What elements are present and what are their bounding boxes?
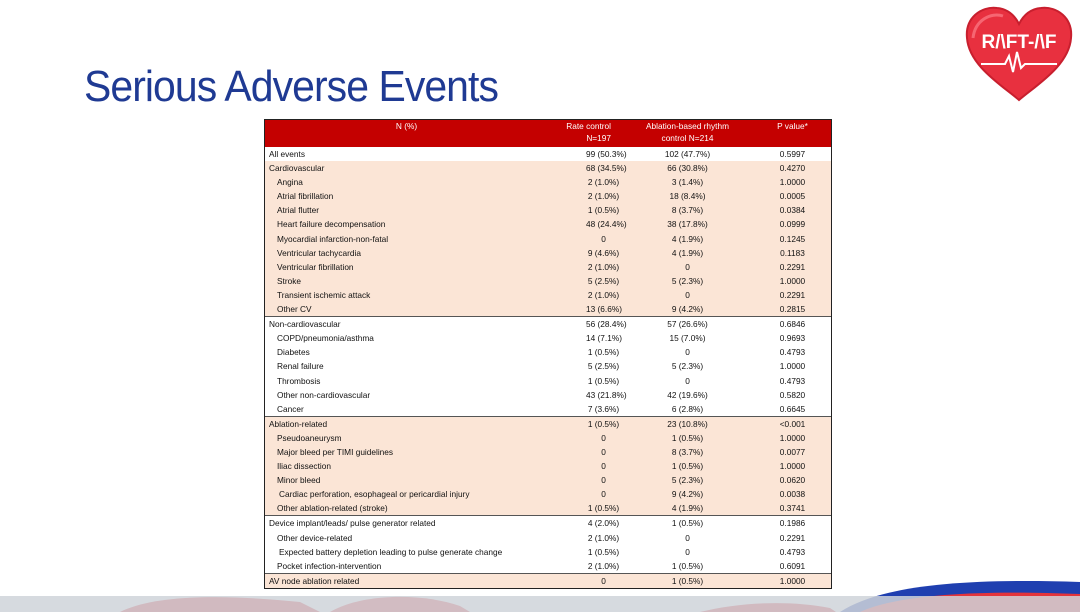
event-label: Angina [265,175,548,189]
rate-control-value: 5 (2.5%) [587,361,620,372]
table-body [265,147,831,588]
ablation-value: 1 (0.5%) [671,560,704,571]
ablation-value: 0 [685,347,690,358]
p-value: 0.2815 [754,302,831,317]
rate-control-value: 5 (2.5%) [548,274,621,288]
event-label: Device implant/leads/ pulse generator related [265,516,548,531]
event-label: Iliac dissection [265,459,548,473]
rate-control-value: 4 (2.0%) [548,516,621,531]
rate-control-value: 1 (0.5%) [548,203,621,217]
event-label: Cardiovascular [265,161,548,175]
table-row [265,260,831,274]
p-value: 0.0038 [754,487,831,501]
rate-control-value: 48 (24.4%) [548,217,621,231]
table-row [265,175,831,189]
ablation-value: 4 (1.9%) [621,501,754,516]
p-value: 0.5820 [779,389,806,400]
p-value: 0.2291 [754,260,831,274]
table-row [265,317,831,332]
event-label: Ablation-related [265,416,548,431]
rate-control-value: 9 (4.6%) [548,246,621,260]
adverse-events-table [264,119,832,589]
ablation-value: 5 (2.3%) [671,361,704,372]
event-label: Cardiac perforation, esophageal or pericardial injury [265,487,548,501]
table-row [265,232,831,246]
rate-control-value: 1 (0.5%) [548,416,621,431]
rate-control-value: 43 (21.8%) [586,389,627,400]
ablation-value: 9 (4.2%) [621,487,754,501]
p-value: 1.0000 [754,175,831,189]
table-row [265,147,831,161]
table-row [265,545,831,559]
p-value: 0.0005 [754,189,831,203]
ablation-value: 15 (7.0%) [669,333,706,344]
event-label: AV node ablation related [265,573,548,588]
event-label: Ventricular tachycardia [265,246,548,260]
rate-control-value: 99 (50.3%) [586,149,627,159]
rate-control-value: 14 (7.1%) [586,333,622,344]
event-label: Renal failure [277,361,324,372]
rate-control-value: 1 (0.5%) [587,546,620,557]
ablation-value: 0 [685,546,690,557]
ablation-value: 66 (30.8%) [621,161,754,175]
p-value: 0.4270 [754,161,831,175]
ablation-value: 23 (10.8%) [621,416,754,431]
ablation-value: 5 (2.3%) [621,274,754,288]
rate-control-value: 2 (1.0%) [587,560,620,571]
event-label: Pocket infection-intervention [277,560,382,571]
header-ablation-rhythm-control: Ablation-based rhythm control N=214 [621,120,754,147]
table-row [265,302,831,317]
event-label: Diabetes [277,347,310,358]
event-label: Other device-related [277,532,353,543]
event-label: Cancer [277,403,304,414]
event-label: Pseudoaneurysm [265,431,548,445]
table-row [265,531,831,545]
rate-control-value: 0 [548,232,621,246]
table-row [265,274,831,288]
p-value: 1.0000 [779,361,806,372]
rate-control-value: 1 (0.5%) [548,501,621,516]
rate-control-value: 0 [548,445,621,459]
p-value: 0.1183 [754,246,831,260]
table-row [265,374,831,388]
p-value: 0.0999 [754,217,831,231]
header-n-percent: N (%) [265,120,548,147]
event-label: Transient ischemic attack [265,288,548,302]
ablation-value: 18 (8.4%) [621,189,754,203]
table-row [265,388,831,402]
ablation-value: 8 (3.7%) [621,445,754,459]
ablation-value: 0 [621,260,754,274]
header-p-value: P value* [754,120,831,147]
p-value: 0.6846 [754,317,831,332]
rate-control-value: 0 [548,573,621,588]
ablation-value: 0 [685,532,690,543]
rate-control-value: 0 [548,473,621,487]
p-value: 0.0384 [754,203,831,217]
rate-control-value: 68 (34.5%) [548,161,621,175]
ablation-value: 1 (0.5%) [621,459,754,473]
ablation-value: 6 (2.8%) [671,403,704,414]
ablation-value: 1 (0.5%) [621,573,754,588]
ablation-value: 102 (47.7%) [664,149,711,159]
event-label: Heart failure decompensation [265,217,548,231]
event-label: Myocardial infarction-non-fatal [265,232,548,246]
event-label: Expected battery depletion leading to pulse generate change [279,546,503,557]
rate-control-value: 13 (6.6%) [548,302,621,317]
table-row [265,487,831,501]
p-value: <0.001 [754,416,831,431]
ablation-value: 5 (2.3%) [621,473,754,487]
rate-control-value: 2 (1.0%) [548,260,621,274]
event-label: Major bleed per TIMI guidelines [265,445,548,459]
p-value: 0.6091 [779,560,806,571]
rate-control-value: 1 (0.5%) [587,375,620,386]
table-row [265,189,831,203]
ablation-value: 9 (4.2%) [621,302,754,317]
event-label: All events [269,149,305,159]
ablation-value: 38 (17.8%) [621,217,754,231]
p-value: 0.2291 [754,288,831,302]
ablation-value: 8 (3.7%) [621,203,754,217]
p-value: 0.0620 [754,473,831,487]
rate-control-value: 0 [548,487,621,501]
p-value: 0.1986 [754,516,831,531]
table-row [265,288,831,302]
event-label: Other non-cardiovascular [277,389,371,400]
rate-control-value: 0 [548,431,621,445]
table-row [265,345,831,359]
p-value: 0.1245 [754,232,831,246]
table-row [265,359,831,373]
ablation-value: 57 (26.6%) [621,317,754,332]
p-value: 0.6645 [779,403,806,414]
rate-control-value: 1 (0.5%) [587,347,620,358]
header-rate-control: Rate control N=197 [548,120,621,147]
event-label: Non-cardiovascular [265,317,548,332]
p-value: 0.9693 [779,333,806,344]
raft-af-heart-logo [963,4,1075,104]
event-label: Thrombosis [277,375,321,386]
table-row [265,246,831,260]
rate-control-value: 7 (3.6%) [587,403,620,414]
p-value: 0.2291 [779,532,806,543]
p-value: 0.0077 [754,445,831,459]
event-label: Atrial fibrillation [265,189,548,203]
p-value: 0.4793 [779,347,806,358]
ablation-value: 42 (19.6%) [667,389,708,400]
event-label: Ventricular fibrillation [265,260,548,274]
rate-control-value: 0 [548,459,621,473]
p-value: 1.0000 [754,274,831,288]
ablation-value: 3 (1.4%) [621,175,754,189]
table-row [265,331,831,345]
p-value: 1.0000 [754,573,831,588]
ablation-value: 0 [621,288,754,302]
table-row [265,217,831,231]
table-row [265,402,831,417]
p-value: 1.0000 [754,431,831,445]
table-row [265,501,831,516]
decorative-footer-waves [0,572,1080,612]
table-row [265,516,831,531]
p-value: 0.4793 [779,375,806,386]
table-row [265,473,831,487]
event-label: Stroke [265,274,548,288]
table-row [265,161,831,175]
ablation-value: 4 (1.9%) [621,232,754,246]
slide-title: Serious Adverse Events [84,62,498,111]
table-row [265,459,831,473]
table-row [265,203,831,217]
event-label: Atrial flutter [265,203,548,217]
p-value: 1.0000 [754,459,831,473]
ablation-value: 1 (0.5%) [621,516,754,531]
event-label: Other CV [265,302,548,317]
table-row [265,445,831,459]
table-row [265,431,831,445]
rate-control-value: 2 (1.0%) [587,532,620,543]
table-row [265,416,831,431]
rate-control-value: 2 (1.0%) [548,189,621,203]
svg-text:R/\FT-/\F: R/\FT-/\F [981,32,1057,53]
p-value: 0.5997 [779,149,806,159]
rate-control-value: 2 (1.0%) [548,288,621,302]
rate-control-value: 2 (1.0%) [548,175,621,189]
ablation-value: 4 (1.9%) [621,246,754,260]
event-label: Minor bleed [265,473,548,487]
rate-control-value: 56 (28.4%) [548,317,621,332]
ablation-value: 0 [685,375,690,386]
ablation-value: 1 (0.5%) [621,431,754,445]
event-label: Other ablation-related (stroke) [265,501,548,516]
p-value: 0.3741 [754,501,831,516]
event-label: COPD/pneumonia/asthma [277,333,374,344]
p-value: 0.4793 [779,546,806,557]
table-header-row [265,120,831,147]
